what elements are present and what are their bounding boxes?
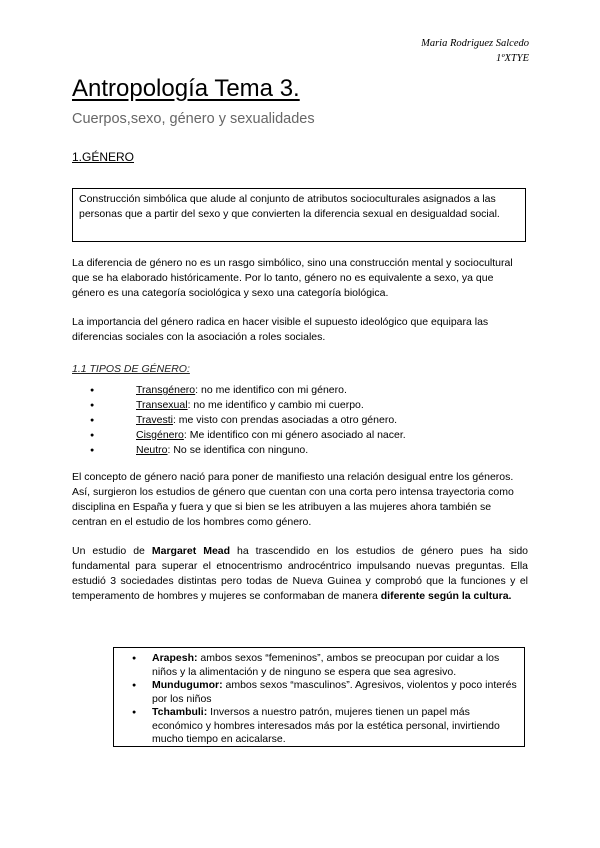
type-desc: : No se identifica con ninguno. [167,444,309,456]
definition-text: Construcción simbólica que alude al conjunto de atributos socioculturales asignados a las personas que a partir del sexo y que convierten la diferencia sexual en desigualdad social. [79,193,500,220]
author-name: Maria Rodriguez Salcedo [421,38,529,49]
mead-name: Margaret Mead [151,545,231,557]
type-term: Cisgénero [136,429,184,441]
type-term: Travesti [136,414,173,426]
type-term: Neutro [136,444,168,456]
list-item [72,413,406,428]
mead-text-start: Un estudio de [72,545,152,557]
mead-text-middle: ha trascendido en los estudios de género pues ha sido fundamental para superar el etnocentrismo androcéntrico impulsando nuevas preguntas. Ella estudió 3 sociedades distintas pero todas de Nueva Guinea y comprobó que la funciones y el temperamento de hombres y mujeres se conformaban de manera [72,545,529,602]
list-item [72,428,406,443]
culture-name: Arapesh: [152,652,198,664]
culture-desc: ambos sexos “femeninos”, ambos se preocupan por cuidar a los niños y la alimentación y de ninguno se espera que sea agresivo. [152,652,500,678]
paragraph-margaret-mead [72,544,528,604]
mead-emphasis: diferente según la cultura. [380,590,512,602]
list-item [114,652,520,679]
cultures-list [114,652,520,747]
type-desc: : me visto con prendas asociadas a otro género. [172,414,398,426]
paragraph-gender-difference: La diferencia de género no es un rasgo simbólico, sino una construcción mental y sociocultural que se ha elaborado históricamente. Por lo tanto, género no es equivalente a sexo, ya que género es una categoría sociológica y sexo una categoría biológica. [72,257,513,299]
list-item [72,383,406,398]
culture-desc: ambos sexos “masculinos”. Agresivos, violentos y poco interés por los niños [152,679,517,705]
section-heading-genero: 1.GÉNERO [72,150,135,164]
type-term: Transexual [136,399,188,411]
gender-types-list [72,383,406,458]
author-header [421,36,529,66]
list-item [72,443,406,458]
cultures-box [113,647,525,747]
type-term: Transgénero [136,384,196,396]
list-item [72,398,406,413]
culture-desc: Inversos a nuestro patrón, mujeres tienen un papel más económico y hombres interesados más por la estética personal, invirtiendo mucho tiempo en acicalarse. [152,706,500,745]
types-heading: 1.1 TIPOS DE GÉNERO: [72,363,190,375]
culture-name: Tchambuli: [152,706,208,718]
paragraph-gender-importance: La importancia del género radica en hacer visible el supuesto ideológico que equipara las diferencias sociales con la asociación a roles sociales. [72,316,489,343]
type-desc: : no me identifico con mi género. [195,384,347,396]
document-title: Antropología Tema 3. [72,75,300,102]
paragraph-gender-studies: El concepto de género nació para poner de manifiesto una relación desigual entre los géneros. Así, surgieron los estudios de género que cuentan con una corta pero intensa trayectoria como disciplina en España y fuera y que si bien se les atribuyen a las mujeres ahora también se centran en el estudio de los hombres como género. [72,471,514,528]
culture-name: Mundugumor: [152,679,223,691]
author-course: 1ºXTYE [495,53,529,64]
list-item [114,679,520,706]
type-desc: : Me identifico con mi género asociado al nacer. [183,429,406,441]
document-subtitle: Cuerpos,sexo, género y sexualidades [72,111,315,127]
list-item [114,706,520,747]
definition-box [72,188,526,242]
type-desc: : no me identifico y cambio mi cuerpo. [187,399,364,411]
